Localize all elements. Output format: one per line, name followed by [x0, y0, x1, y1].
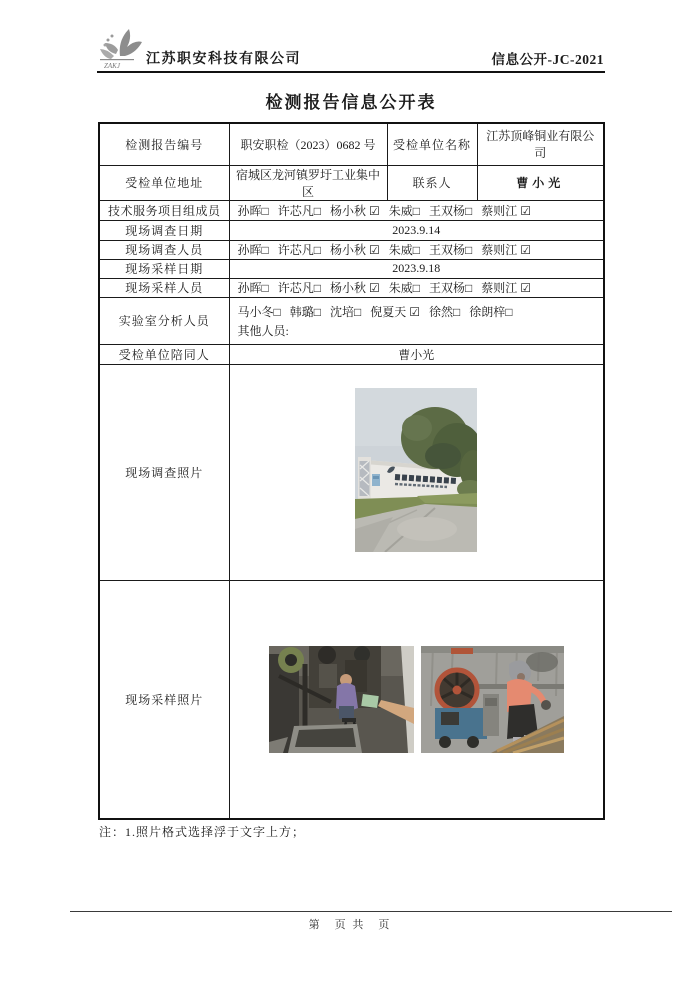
table-row — [99, 344, 604, 364]
other-staff-label: 其他人员: — [237, 323, 289, 338]
contact-value: 曹小光 — [477, 165, 604, 200]
companion-label: 受检单位陪同人 — [99, 344, 229, 364]
member-checkbox: 徐然□ — [429, 304, 461, 319]
page-title: 检测报告信息公开表 — [265, 93, 437, 112]
sampling-photo-label: 现场采样照片 — [99, 580, 229, 819]
table-row — [99, 297, 604, 344]
sampling-photo-cell — [229, 580, 604, 819]
member-checkbox: 孙晖□ — [237, 243, 269, 257]
table-row — [99, 364, 604, 580]
member-checkbox: 杨小秋 ☑ — [330, 281, 380, 295]
unit-name-label: 受检单位名称 — [387, 123, 477, 165]
member-checkbox: 杨小秋 ☑ — [330, 203, 380, 218]
table-row — [99, 240, 604, 259]
member-checkbox: 韩璐□ — [289, 304, 321, 319]
member-checkbox: 蔡则江 ☑ — [481, 203, 532, 218]
logo-text: ZAKJ — [104, 62, 120, 70]
sampling-staff-members — [229, 278, 604, 297]
sampling-date-label: 现场采样日期 — [99, 259, 229, 278]
company-name: 江苏职安科技有限公司 — [146, 52, 301, 67]
table-row — [99, 259, 604, 278]
sampling-date-value: 2023.9.18 — [229, 259, 604, 278]
member-checkbox: 王双杨□ — [429, 203, 473, 218]
footer-divider — [70, 911, 672, 912]
member-checkbox: 朱威□ — [388, 281, 421, 295]
unit-name-value: 江苏顶峰铜业有限公司 — [477, 123, 604, 165]
member-checkbox: 王双杨□ — [429, 243, 473, 257]
page-number-text: 第 页 共 页 — [308, 919, 392, 931]
survey-staff-members — [229, 240, 604, 259]
survey-photo-label: 现场调查照片 — [99, 364, 229, 580]
member-checkbox: 倪夏天 ☑ — [370, 304, 421, 319]
member-checkbox: 马小冬□ — [237, 304, 281, 319]
member-checkbox: 许芯凡□ — [277, 281, 321, 295]
table-row — [99, 580, 604, 819]
table-row — [99, 165, 604, 200]
sampling-staff-label: 现场采样人员 — [99, 278, 229, 297]
member-checkbox: 沈培□ — [330, 304, 362, 319]
member-checkbox: 许芯凡□ — [277, 203, 321, 218]
companion-value: 曹小光 — [229, 344, 604, 364]
unit-address-value: 宿城区龙河镇罗圩工业集中区 — [229, 165, 387, 200]
report-no-value: 职安职检（2023）0682 号 — [229, 123, 387, 165]
survey-photo-cell — [229, 364, 604, 580]
survey-date-value: 2023.9.14 — [229, 220, 604, 240]
member-checkbox: 蔡则江 ☑ — [481, 243, 532, 257]
project-team-label: 技术服务项目组成员 — [99, 200, 229, 220]
member-checkbox: 孙晖□ — [237, 203, 269, 218]
member-checkbox: 蔡则江 ☑ — [481, 281, 532, 295]
document-header — [98, 26, 604, 72]
header-divider — [97, 71, 605, 73]
disclosure-form-table — [98, 122, 605, 820]
factory-entrance-photo — [355, 388, 477, 552]
member-checkbox: 朱威□ — [388, 203, 421, 218]
lab-staff-label: 实验室分析人员 — [99, 297, 229, 344]
unit-address-label: 受检单位地址 — [99, 165, 229, 200]
fan-workshop-worker-photo — [421, 646, 564, 753]
survey-staff-label: 现场调查人员 — [99, 240, 229, 259]
contact-label: 联系人 — [387, 165, 477, 200]
report-no-label: 检测报告编号 — [99, 123, 229, 165]
table-row — [99, 123, 604, 165]
footnote: 注：1.照片格式选择浮于文字上方； — [99, 825, 306, 839]
table-row — [99, 278, 604, 297]
member-checkbox: 孙晖□ — [237, 281, 269, 295]
member-checkbox: 徐朗梓□ — [469, 304, 513, 319]
member-checkbox: 王双杨□ — [429, 281, 473, 295]
lab-staff-members — [229, 297, 604, 344]
doc-code: 信息公开-JC-2021 — [491, 52, 604, 67]
table-row — [99, 220, 604, 240]
table-row — [99, 200, 604, 220]
survey-date-label: 现场调查日期 — [99, 220, 229, 240]
member-checkbox: 许芯凡□ — [277, 243, 321, 257]
press-workshop-worker-photo — [269, 646, 414, 753]
member-checkbox: 朱威□ — [388, 243, 421, 257]
member-checkbox: 杨小秋 ☑ — [330, 243, 380, 257]
project-team-members — [229, 200, 604, 220]
company-logo-icon — [98, 26, 144, 70]
